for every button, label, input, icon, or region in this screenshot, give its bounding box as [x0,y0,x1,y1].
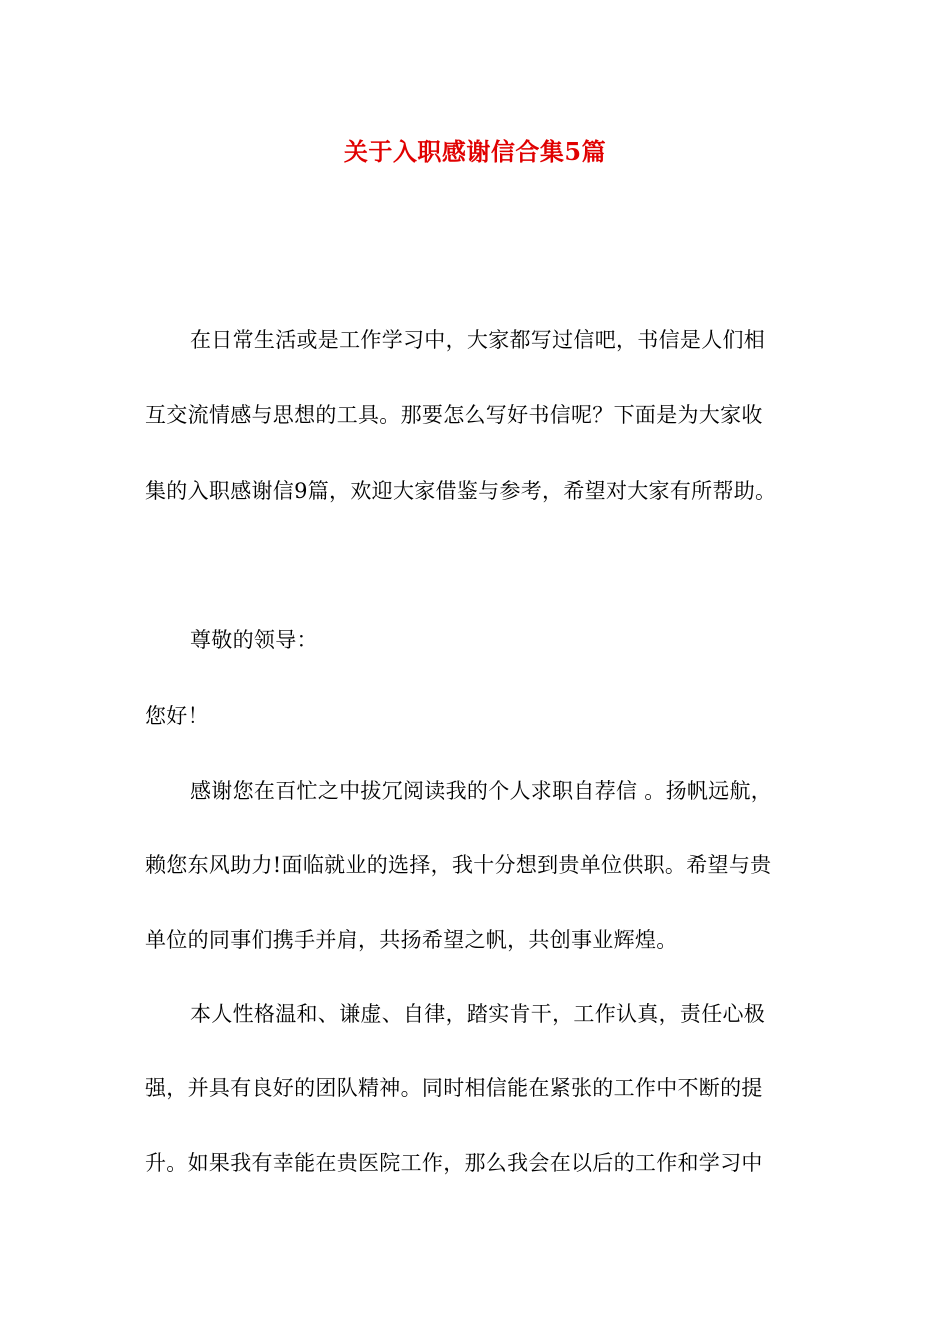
paragraph-line: 升。如果我有幸能在贵医院工作，那么我会在以后的工作和学习中 [145,1151,763,1175]
salutation: 尊敬的领导： [190,628,318,652]
paragraph-line: 互交流情感与思想的工具。那要怎么写好书信呢？下面是为大家收 [145,403,763,427]
greeting: 您好！ [145,704,209,728]
paragraph-line: 单位的同事们携手并肩，共扬希望之帆，共创事业辉煌。 [145,928,678,952]
paragraph-line: 强，并具有良好的团队精神。同时相信能在紧张的工作中不断的提 [145,1076,763,1100]
paragraph-line: 本人性格温和、谦虚、自律，踏实肯干，工作认真，责任心极 [190,1002,766,1026]
paragraph-line: 赖您东风助力!面临就业的选择，我十分想到贵单位供职。希望与贵 [145,853,772,877]
document-title: 关于入职感谢信合集5篇 [343,137,607,166]
paragraph-line: 感谢您在百忙之中拔冗阅读我的个人求职自荐信 。扬帆远航， [190,779,773,803]
paragraph-line: 集的入职感谢信9篇，欢迎大家借鉴与参考，希望对大家有所帮助。 [145,479,777,503]
paragraph-line: 在日常生活或是工作学习中，大家都写过信吧，书信是人们相 [190,328,766,352]
